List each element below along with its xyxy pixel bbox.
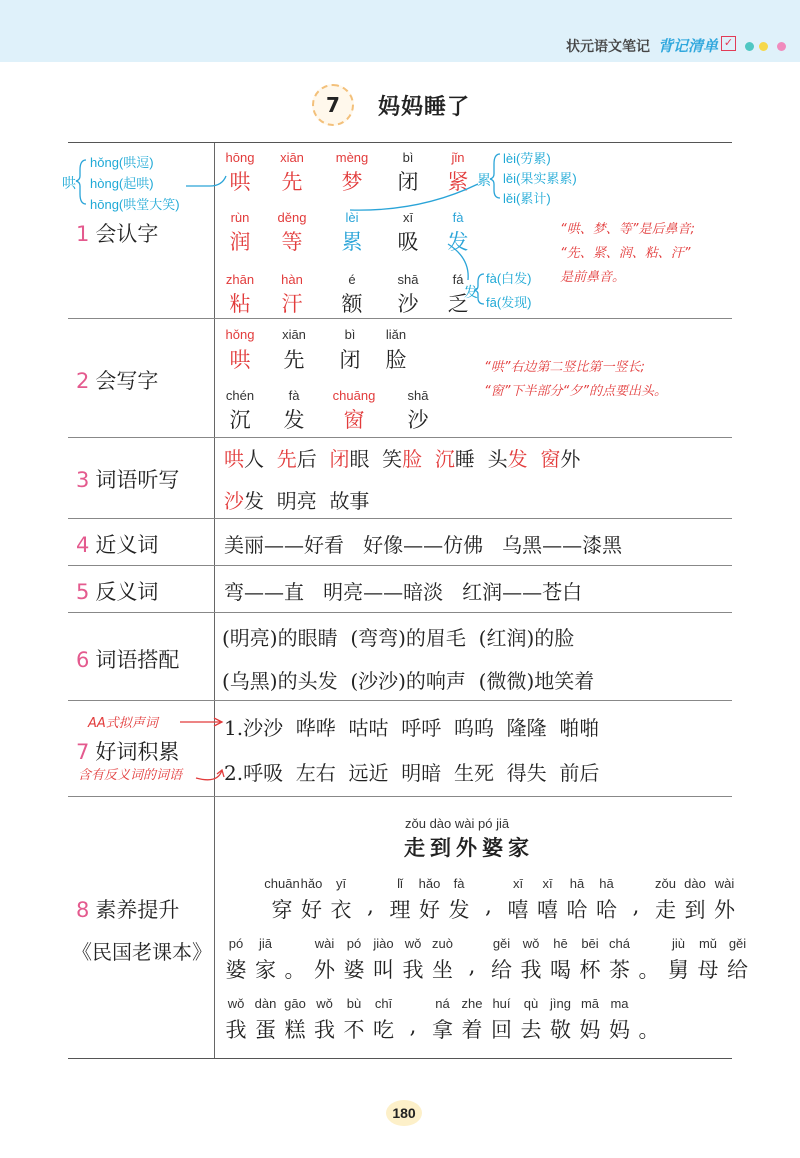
poem-pinyin: hā bbox=[599, 876, 614, 891]
poem-title-pinyin: zǒu dào wài pó jiā bbox=[405, 816, 510, 831]
hanzi: 脸 bbox=[385, 348, 407, 372]
collocation-line: (乌黑)的头发 (沙沙)的响声 (微微)地笑着 bbox=[222, 669, 595, 693]
poem-char: 我 bbox=[225, 1018, 247, 1042]
poem-pinyin: xī bbox=[512, 876, 524, 891]
poem-char: , bbox=[485, 894, 492, 918]
pinyin: xiān bbox=[280, 150, 304, 165]
pinyin: shā bbox=[397, 272, 419, 287]
poem-pinyin: wǒ bbox=[316, 996, 333, 1011]
hanzi: 累 bbox=[341, 230, 363, 254]
hanzi: 紧 bbox=[447, 170, 469, 194]
poem-char: 婆 bbox=[343, 958, 365, 982]
plain-char: 睡 bbox=[454, 447, 475, 471]
pronunciation-note: “哄、梦、等”是后鼻音; bbox=[560, 222, 695, 237]
plain-char: 笑 bbox=[382, 447, 403, 471]
hanzi: 沙 bbox=[407, 408, 429, 432]
poem-pinyin: jiào bbox=[373, 936, 394, 951]
poem-char: , bbox=[409, 1014, 417, 1038]
hanzi: 闭 bbox=[397, 170, 419, 194]
polyphone-reading: lěi(果实累累) bbox=[503, 171, 577, 186]
hanzi: 先 bbox=[281, 170, 303, 194]
hanzi: 润 bbox=[229, 230, 251, 254]
poem-char: 我 bbox=[314, 1018, 335, 1042]
section-sublabel: 《民国老课本》 bbox=[72, 940, 212, 964]
polyphone-reading: hōng(哄堂大笑) bbox=[90, 197, 180, 212]
pinyin: bì bbox=[402, 150, 414, 165]
poem-char: 发 bbox=[448, 898, 470, 922]
pinyin: lèi bbox=[345, 210, 359, 225]
poem-pinyin: fà bbox=[453, 876, 465, 891]
good-words-line: 2.呼吸 左右 远近 明暗 生死 得失 前后 bbox=[224, 761, 600, 785]
poem-pinyin: yī bbox=[335, 876, 347, 891]
poem-pinyin: jìng bbox=[550, 996, 571, 1011]
hanzi: 窗 bbox=[343, 408, 365, 432]
poem-char: 给 bbox=[727, 958, 748, 982]
poem-char: 给 bbox=[491, 958, 512, 982]
pinyin: fà bbox=[452, 210, 464, 225]
polyphone-reading: lèi(劳累) bbox=[503, 151, 551, 166]
poem-pinyin: pó bbox=[346, 936, 362, 951]
page-number: 180 bbox=[386, 1100, 422, 1126]
hanzi: 汗 bbox=[281, 292, 303, 316]
highlight-char: 先 bbox=[276, 447, 297, 471]
pinyin: xiān bbox=[282, 327, 306, 342]
poem-pinyin: dàn bbox=[254, 996, 277, 1011]
highlight-char: 脸 bbox=[402, 447, 423, 471]
writing-note: “窗”下半部分“夕”的点要出头。 bbox=[484, 384, 667, 399]
poem-char: 衣 bbox=[330, 898, 352, 922]
pinyin: děng bbox=[277, 210, 307, 225]
writing-note: “哄”右边第二竖比第一竖长; bbox=[484, 360, 645, 375]
plain-char: 发 bbox=[244, 489, 264, 513]
poem-pinyin: zǒu bbox=[655, 876, 676, 891]
poem-char: 。 bbox=[638, 958, 660, 982]
hanzi: 额 bbox=[341, 292, 363, 316]
poem-pinyin: huí bbox=[492, 996, 511, 1011]
pinyin: rùn bbox=[230, 210, 250, 225]
poem-char: , bbox=[468, 954, 476, 978]
plain-char: 眼 bbox=[349, 447, 370, 471]
poem-pinyin: hǎo bbox=[300, 876, 323, 891]
poem-char: 。 bbox=[638, 1018, 660, 1042]
pinyin: chuāng bbox=[332, 388, 376, 403]
pronunciation-note: “先、紧、润、粘、汗” bbox=[560, 246, 691, 261]
poem-char: 茶 bbox=[609, 958, 630, 982]
polyphone-reading: fā(发现) bbox=[486, 295, 532, 310]
pinyin: shā bbox=[407, 388, 429, 403]
poem-char: 走 bbox=[655, 898, 676, 922]
poem-pinyin: bēi bbox=[581, 936, 599, 951]
poem-char: 婆 bbox=[225, 958, 247, 982]
poem-pinyin: wài bbox=[314, 936, 335, 951]
poem-pinyin: gěi bbox=[728, 936, 747, 951]
section-label: 5 反义词 bbox=[76, 580, 159, 604]
poem-pinyin: ná bbox=[435, 996, 450, 1011]
poem-char: 敬 bbox=[550, 1018, 571, 1042]
hanzi: 沉 bbox=[229, 408, 251, 432]
brand-name: 状元语文笔记 bbox=[566, 39, 650, 55]
poem-pinyin: dào bbox=[684, 876, 706, 891]
highlight-char: 发 bbox=[507, 447, 528, 471]
poem-char: 嘻 bbox=[537, 898, 558, 922]
polyphone-reading: lěi(累计) bbox=[503, 191, 551, 206]
poem-char: 回 bbox=[491, 1018, 512, 1042]
hanzi: 哄 bbox=[229, 348, 251, 372]
plain-char: 头 bbox=[487, 447, 508, 471]
hanzi: 先 bbox=[283, 348, 305, 372]
poem-title: 走到外婆家 bbox=[404, 836, 534, 860]
plain-char: 外 bbox=[560, 447, 581, 471]
poem-char: 我 bbox=[520, 958, 542, 982]
poem-char: 坐 bbox=[432, 958, 453, 982]
pinyin: xī bbox=[402, 210, 414, 225]
section-label: 3 词语听写 bbox=[76, 468, 180, 492]
poem-char: 吃 bbox=[373, 1018, 394, 1042]
hanzi: 哄 bbox=[229, 170, 251, 194]
poem-char: 舅 bbox=[668, 958, 689, 982]
poem-pinyin: chī bbox=[374, 996, 393, 1011]
hanzi: 粘 bbox=[229, 292, 251, 316]
section-label: 1 会认字 bbox=[76, 222, 159, 246]
lesson-number: 7 bbox=[312, 84, 354, 126]
collocation-line: (明亮)的眼睛 (弯弯)的眉毛 (红润)的脸 bbox=[222, 626, 575, 650]
section-label: 4 近义词 bbox=[76, 533, 159, 557]
poem-char: 。 bbox=[284, 958, 306, 982]
poem-char: 好 bbox=[419, 898, 440, 922]
poem-char: 理 bbox=[389, 898, 411, 922]
poem-char: , bbox=[367, 894, 374, 918]
pinyin: chén bbox=[225, 388, 255, 403]
plain-char: 故事 bbox=[329, 489, 370, 513]
poem-pinyin: hā bbox=[569, 876, 585, 891]
poem-pinyin: gāo bbox=[284, 996, 306, 1011]
pinyin: hǒng bbox=[225, 327, 255, 342]
section-label: 8 素养提升 bbox=[76, 898, 180, 922]
poem-pinyin: chuān bbox=[264, 876, 300, 891]
poem-char: 妈 bbox=[609, 1018, 630, 1042]
poem-char: 好 bbox=[301, 898, 322, 922]
poem-char: 着 bbox=[461, 1018, 483, 1042]
poem-char: 我 bbox=[402, 958, 424, 982]
poem-char: 不 bbox=[343, 1018, 365, 1042]
polyphone-char: 发 bbox=[464, 284, 478, 300]
pinyin: zhān bbox=[225, 272, 255, 287]
poem-pinyin: xī bbox=[542, 876, 553, 891]
hanzi: 发 bbox=[447, 230, 469, 254]
hanzi: 吸 bbox=[397, 230, 419, 254]
poem-char: 去 bbox=[520, 1018, 542, 1042]
poem-char: 杯 bbox=[579, 958, 601, 982]
poem-char: 糕 bbox=[284, 1018, 306, 1042]
highlight-char: 沉 bbox=[434, 447, 455, 471]
hanzi: 等 bbox=[281, 230, 303, 254]
poem-pinyin: hǎo bbox=[418, 876, 441, 891]
plain-char: 后 bbox=[296, 447, 317, 471]
poem-pinyin: gěi bbox=[492, 936, 511, 951]
pinyin: é bbox=[348, 272, 356, 287]
plain-char: 人 bbox=[244, 447, 264, 471]
poem-pinyin: bù bbox=[346, 996, 362, 1011]
poem-char: 穿 bbox=[271, 898, 293, 922]
synonyms-line: 美丽——好看 好像——仿佛 乌黑——漆黑 bbox=[224, 533, 623, 557]
poem-char: 外 bbox=[714, 898, 735, 922]
highlight-char: 窗 bbox=[540, 447, 561, 471]
highlight-char: 闭 bbox=[329, 447, 350, 471]
poem-pinyin: hē bbox=[553, 936, 568, 951]
polyphone-char: 哄 bbox=[62, 175, 76, 191]
poem-pinyin: jiā bbox=[258, 936, 272, 951]
highlight-char: 沙 bbox=[224, 489, 244, 513]
polyphone-reading: hǒng(哄逗) bbox=[90, 155, 154, 170]
poem-pinyin: zuò bbox=[432, 936, 453, 951]
hanzi: 闭 bbox=[339, 348, 361, 372]
pinyin: hàn bbox=[281, 272, 303, 287]
hanzi: 沙 bbox=[397, 292, 419, 316]
poem-pinyin: chá bbox=[609, 936, 630, 951]
section-label: 6 词语搭配 bbox=[76, 648, 180, 672]
series-name: 背记清单 bbox=[657, 37, 718, 55]
good-words-line: 1.沙沙 哗哗 咕咕 呼呼 呜呜 隆隆 啪啪 bbox=[224, 716, 600, 740]
pinyin: mèng bbox=[335, 150, 369, 165]
poem-pinyin: wài bbox=[714, 876, 735, 891]
poem-char: 家 bbox=[255, 958, 276, 982]
section-label: 7 好词积累 bbox=[76, 740, 180, 764]
poem-char: , bbox=[632, 894, 640, 918]
pinyin: jǐn bbox=[451, 150, 465, 165]
poem-pinyin: lǐ bbox=[397, 876, 403, 891]
polyphone-reading: fà(白发) bbox=[486, 271, 532, 286]
hanzi: 乏 bbox=[447, 292, 469, 316]
poem-char: 哈 bbox=[596, 898, 617, 922]
good-words-note: AA式拟声词 bbox=[88, 716, 158, 731]
hanzi: 发 bbox=[283, 408, 305, 432]
hanzi: 梦 bbox=[341, 170, 363, 194]
poem-char: 妈 bbox=[579, 1018, 601, 1042]
pinyin: fá bbox=[452, 272, 464, 287]
poem-pinyin: mā bbox=[580, 996, 600, 1011]
poem-pinyin: wǒ bbox=[227, 996, 245, 1011]
poem-char: 蛋 bbox=[255, 1018, 276, 1042]
poem-pinyin: zhe bbox=[461, 996, 483, 1011]
check-icon: ✓ bbox=[721, 36, 736, 51]
poem-pinyin: qù bbox=[523, 996, 539, 1011]
poem-pinyin: jiù bbox=[671, 936, 685, 951]
pronunciation-note: 是前鼻音。 bbox=[560, 270, 626, 285]
antonyms-line: 弯——直 明亮——暗淡 红润——苍白 bbox=[224, 580, 583, 604]
poem-pinyin: wǒ bbox=[404, 936, 422, 951]
pinyin: hōng bbox=[225, 150, 255, 165]
pinyin: liǎn bbox=[385, 327, 407, 342]
highlight-char: 哄 bbox=[224, 447, 244, 471]
lesson-title: 妈妈睡了 bbox=[378, 95, 471, 120]
poem-pinyin: wǒ bbox=[522, 936, 540, 951]
poem-pinyin: pó bbox=[228, 936, 244, 951]
plain-char: 明亮 bbox=[276, 489, 317, 513]
polyphone-char: 累 bbox=[477, 172, 491, 188]
good-words-note: 含有反义词的词语 bbox=[78, 768, 183, 783]
poem-char: 拿 bbox=[432, 1018, 453, 1042]
pinyin: fà bbox=[288, 388, 300, 403]
section-label: 2 会写字 bbox=[76, 369, 159, 393]
poem-char: 叫 bbox=[373, 958, 394, 982]
poem-char: 嘻 bbox=[507, 898, 529, 922]
poem-pinyin: ma bbox=[610, 996, 629, 1011]
poem-char: 母 bbox=[697, 958, 719, 982]
poem-pinyin: mǔ bbox=[698, 936, 718, 951]
poem-char: 到 bbox=[684, 898, 706, 922]
pinyin: bì bbox=[344, 327, 356, 342]
polyphone-reading: hòng(起哄) bbox=[90, 176, 154, 191]
poem-char: 外 bbox=[314, 958, 335, 982]
poem-char: 喝 bbox=[550, 958, 571, 982]
poem-char: 哈 bbox=[566, 898, 588, 922]
